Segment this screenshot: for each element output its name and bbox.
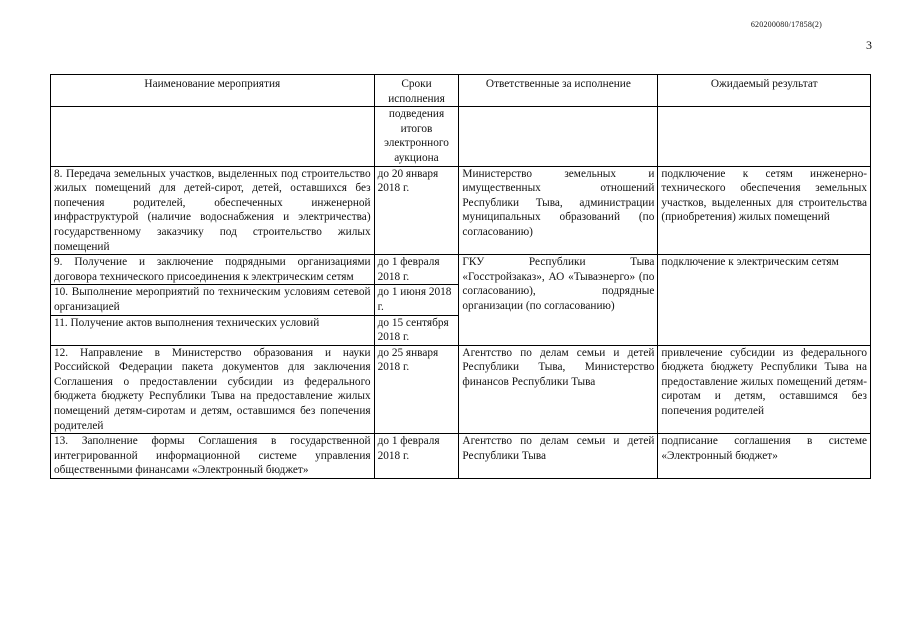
event-cell: 11. Получение актов выполнения технических условий	[51, 315, 375, 345]
table-header-row	[51, 75, 871, 107]
event-cell: 8. Передача земельных участков, выделенных под строительство жилых помещений для детей-сирот, детей, оставшихся без попечения родителей, обеспеченных инженерной инфраструктурой (наличие водоснабжения и электричества) государственному заказчику под строительство жилых помещений	[51, 166, 375, 255]
term-cell: до 15 сентября 2018 г.	[374, 315, 459, 345]
table-row	[51, 434, 871, 479]
column-header-term: Сроки исполнения	[374, 75, 459, 107]
result-cell: подписание соглашения в системе «Электронный бюджет»	[658, 434, 871, 479]
result-cell: подключение к сетям инженерно-технического обеспечения земельных участков, выделенных для строительства (приобретения) жилых помещений	[658, 166, 871, 255]
term-cell: до 1 июня 2018 г.	[374, 285, 459, 315]
table-row-continuation	[51, 107, 871, 166]
table-row	[51, 166, 871, 255]
term-cell: до 20 января 2018 г.	[374, 166, 459, 255]
responsible-cell	[459, 107, 658, 166]
term-cell: до 1 февраля 2018 г.	[374, 255, 459, 285]
term-cell: подведения итогов электронного аукциона	[374, 107, 459, 166]
term-cell: до 1 февраля 2018 г.	[374, 434, 459, 479]
document-id: 620200080/17858(2)	[750, 20, 822, 29]
event-cell: 12. Направление в Министерство образования и науки Российской Федерации пакета документов для заключения Соглашения о предоставлении субсидии из федерального бюджета бюджету Республики Тыва на предоставление жилых помещений детям-сиротам и детям, оставшимся без попечения родителей	[51, 345, 375, 434]
event-cell: 10. Выполнение мероприятий по техническим условиям сетевой организацией	[51, 285, 375, 315]
result-cell: привлечение субсидии из федерального бюджета бюджету Республики Тыва на предоставление жилых помещений детям-сиротам и детям, оставшимся без попечения родителей	[658, 345, 871, 434]
page-number: 3	[866, 38, 872, 52]
event-cell	[51, 107, 375, 166]
event-cell: 9. Получение и заключение подрядными организациями договора технического присоединения к электрическим сетям	[51, 255, 375, 285]
responsible-cell: Агентство по делам семьи и детей Республики Тыва	[459, 434, 658, 479]
result-cell: подключение к электрическим сетям	[658, 255, 871, 346]
term-cell: до 25 января 2018 г.	[374, 345, 459, 434]
responsible-cell: ГКУ Республики Тыва «Госстройзаказ», АО «Тываэнерго» (по согласованию), подрядные организации (по согласованию)	[459, 255, 658, 346]
column-header-responsible: Ответственные за исполнение	[459, 75, 658, 107]
event-cell: 13. Заполнение формы Соглашения в государственной интегрированной информационной системе управления общественными финансами «Электронный бюджет»	[51, 434, 375, 479]
table-row	[51, 255, 871, 285]
column-header-event: Наименование мероприятия	[51, 75, 375, 107]
column-header-result: Ожидаемый результат	[658, 75, 871, 107]
responsible-cell: Министерство земельных и имущественных отношений Республики Тыва, администрации муниципальных образований (по согласованию)	[459, 166, 658, 255]
responsible-cell: Агентство по делам семьи и детей Республики Тыва, Министерство финансов Республики Тыва	[459, 345, 658, 434]
plan-table	[50, 74, 871, 479]
result-cell	[658, 107, 871, 166]
table-row	[51, 345, 871, 434]
